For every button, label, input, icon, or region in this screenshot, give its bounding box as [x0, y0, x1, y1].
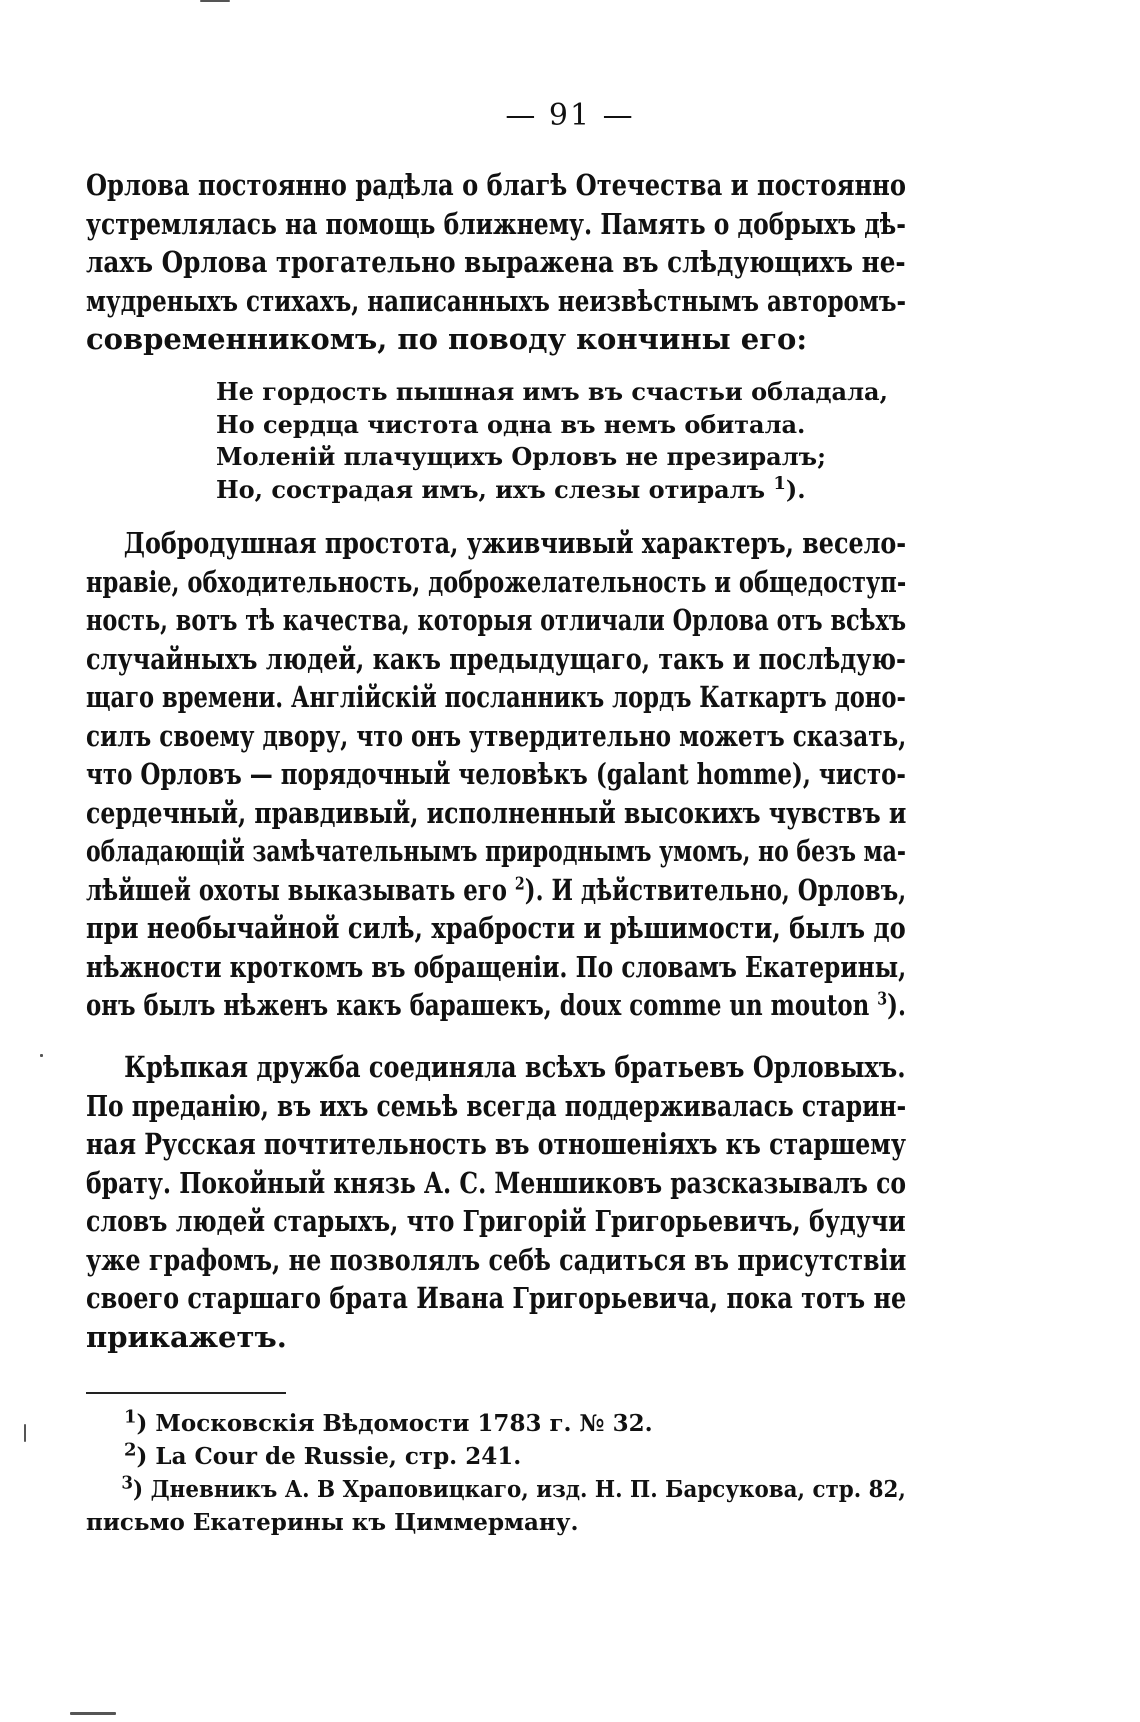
text-line: при необычайной силѣ, храбрости и рѣшимости, былъ до: [86, 911, 906, 945]
footnote-text: ) Дневникъ А. В Храповицкаго, изд. Н. П. Барсукова, стр. 82,: [133, 1476, 906, 1503]
text-line-with-note: [86, 986, 906, 1025]
poem-line-last: Но, сострадая имъ, ихъ слезы отиралъ $^1$).: [216, 472, 806, 504]
text-line: Крѣпкая дружба соединяла всѣхъ братьевъ Орловыхъ.: [124, 1050, 906, 1084]
text-segment: ). И дѣйствительно, Орловъ,: [524, 872, 907, 907]
text-line: случайныхъ людей, какъ предыдущаго, такъ и послѣдую-: [86, 641, 906, 676]
footnote-text: ) Московскія Вѣдомости 1783 г. № 32.: [136, 1410, 653, 1437]
footnotes: [86, 1407, 906, 1539]
footnote-mark: 2: [124, 1439, 137, 1461]
scan-speck: [70, 1712, 116, 1715]
poem-line: Но сердца чистота одна въ немъ обитала.: [216, 409, 806, 439]
footnote-ref-3: 3: [877, 988, 888, 1010]
poem-line: Моленій плачущихъ Орловъ не презиралъ;: [216, 442, 826, 471]
text-line: своего старшаго брата Ивана Григорьевича, пока тотъ не: [86, 1281, 907, 1315]
text-line: ность, вотъ тѣ качества, которыя отличали Орлова отъ всѣхъ: [86, 603, 907, 637]
text-line: современникомъ, по поводу кончины его:: [86, 322, 808, 356]
footnote-mark: 3: [121, 1472, 134, 1494]
text-line: Орлова постоянно радѣла о благѣ Отечества и постоянно: [86, 168, 906, 202]
text-line: силъ своему двору, что онъ утвердительно можетъ сказать,: [86, 718, 907, 753]
text-line: обладающій замѣчательнымъ природнымъ умомъ, но безъ ма-: [86, 834, 906, 868]
footnote-2: [86, 1440, 906, 1473]
text-line: уже графомъ, не позволялъ себѣ садиться въ присутствіи: [86, 1242, 907, 1277]
footnote-3: [86, 1472, 906, 1506]
text-line: лахъ Орлова трогательно выражена въ слѣдующихъ не-: [86, 245, 906, 279]
text-segment: лѣйшей охоты выказывать его: [86, 872, 507, 907]
text-segment: онъ былъ нѣженъ какъ барашекъ, doux comme un mouton: [86, 988, 870, 1022]
text-line: По преданію, въ ихъ семьѣ всегда поддерживалась старин-: [86, 1088, 907, 1123]
text-line: нравіе, обходительность, доброжелательность и общедоступ-: [86, 564, 907, 599]
text-line: мудреныхъ стихахъ, написанныхъ неизвѣстнымъ авторомъ-: [86, 283, 907, 318]
scan-speck: [24, 1424, 26, 1442]
poem-line-text: Но, сострадая имъ, ихъ слезы отиралъ: [216, 474, 765, 504]
paragraph-1: [86, 166, 906, 359]
scan-speck: [40, 1054, 43, 1057]
text-line: нѣжности кроткомъ въ обращеніи. По словамъ Екатерины,: [86, 949, 907, 984]
paragraph-2: [86, 524, 906, 1025]
text-line: брату. Покойный князь А. С. Меншиковъ разсказывалъ со: [86, 1165, 907, 1200]
footnote-ref-1: 1: [773, 472, 786, 494]
text-line: ная Русская почтительность въ отношеніяхъ къ старшему: [86, 1127, 906, 1161]
text-segment: ).: [887, 988, 906, 1022]
text-line: щаго времени. Англійскій посланникъ лордъ Каткартъ доно-: [86, 680, 906, 714]
footnote-1: [86, 1407, 906, 1440]
footnote-3-continuation: письмо Екатерины къ Циммерману.: [86, 1509, 579, 1536]
text-line: сердечный, правдивый, исполненный высокихъ чувствъ и: [86, 795, 907, 830]
scan-speck: [200, 0, 230, 2]
text-line: прикажетъ.: [86, 1319, 287, 1354]
text-line: что Орловъ — порядочный человѣкъ (galant homme), чисто-: [86, 757, 906, 791]
footnote-mark: 1: [124, 1406, 137, 1428]
text-line: словъ людей старыхъ, что Григорій Григорьевичъ, будучи: [86, 1204, 906, 1238]
footnote-divider: [86, 1392, 286, 1394]
poem: [216, 376, 888, 506]
page-number: — 91 —: [505, 98, 635, 133]
poem-line: Не гордость пышная имъ въ счастьи обладала,: [216, 377, 888, 406]
footnote-text: ) La Cour de Russie, стр. 241.: [136, 1443, 522, 1470]
text-line: Добродушная простота, уживчивый характеръ, весело-: [123, 526, 907, 560]
text-line: устремлялась на помощь ближнему. Память о добрыхъ дѣ-: [86, 206, 906, 241]
footnote-ref-2: 2: [514, 872, 525, 894]
text-line-with-note: [86, 871, 907, 910]
paragraph-3: [86, 1048, 906, 1356]
